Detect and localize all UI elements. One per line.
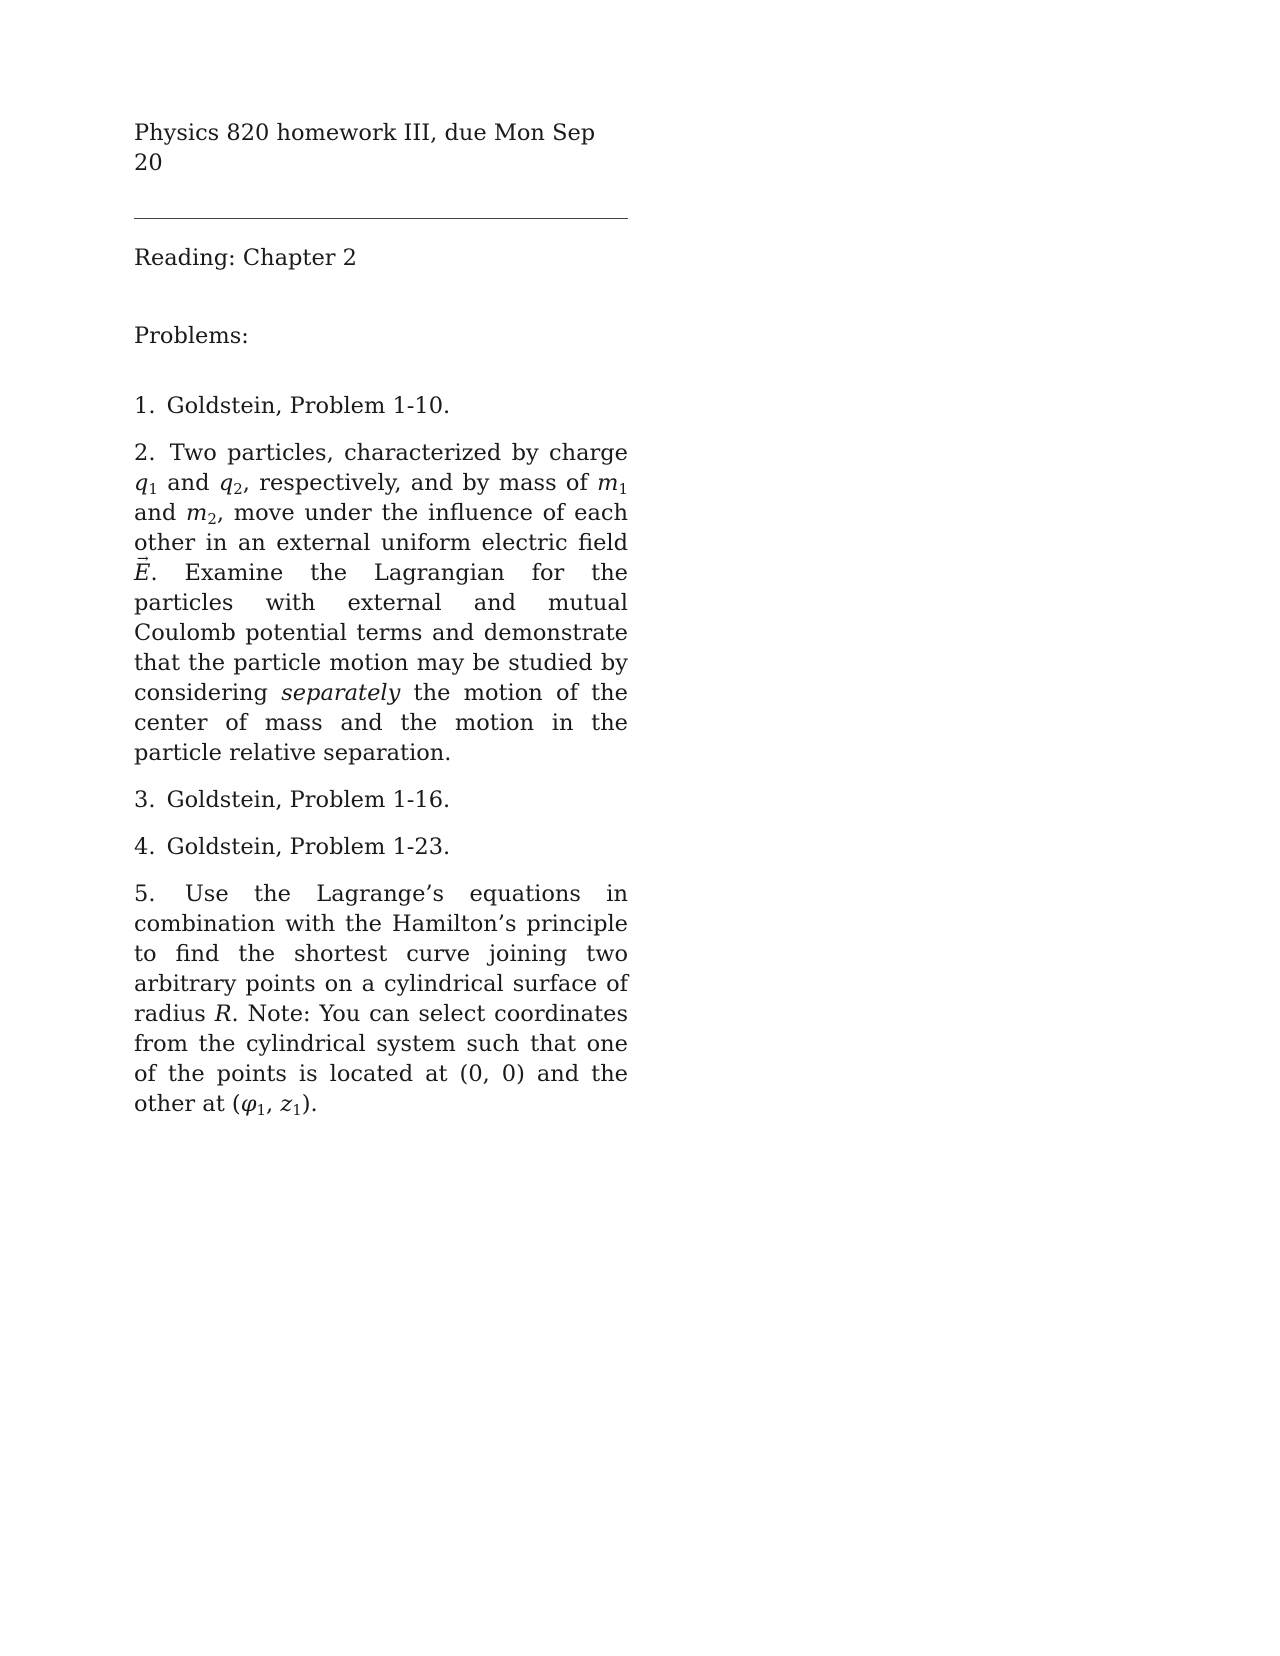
problem-2 <box>134 438 628 768</box>
emphasis-separately: separately <box>281 680 401 706</box>
problem-number: 1. <box>134 393 156 419</box>
electric-field-vector: → E <box>134 558 150 588</box>
problem-number: 4. <box>134 834 156 860</box>
problem-text: Use the Lagrange’s equations in combination with the Hamilton’s principle to find the shortest curve joining two arbitrary points on a cylindrical surface of radius R. Note: You can select coordinates from the cylindrical system such that one of the points is located at (0, 0) and the other at ($\varphi_1$, $z_1$). <box>134 881 628 1119</box>
mass-m1: $m_1$ <box>597 470 628 498</box>
radius-R: R <box>214 1001 232 1027</box>
problems-heading: Problems: <box>134 323 249 349</box>
problem-text: Goldstein, Problem 1-10. <box>166 393 451 419</box>
problem-number: 2. <box>134 440 156 466</box>
reading-assignment: Reading: Chapter 2 <box>134 245 358 271</box>
charge-q1: $q_1$ <box>134 470 158 498</box>
problem-text: Goldstein, Problem 1-16. <box>166 787 451 813</box>
problem-5 <box>134 879 628 1119</box>
page-title: Physics 820 homework III, due Mon Sep 20 <box>134 120 596 176</box>
problem-number: 3. <box>134 787 156 813</box>
problem-text: Two particles, characterized by charge $q_1$ and $q_2$, respectively, and by mass of $m_1$ and $m_2$, move under the influence of each other in an external uniform electric field → E. Examine the Lagrangian for the particles with external and mutual Coulomb potential terms and demonstrate that the particle motion may be studied by considering separately the motion of the center of mass and the motion in the particle relative separation. <box>134 440 628 766</box>
problem-3 <box>134 785 628 815</box>
coord-z1: $z_1$ <box>280 1091 302 1119</box>
problem-list <box>134 391 628 1119</box>
charge-q2: $q_2$ <box>218 470 243 498</box>
mass-m2: $m_2$ <box>186 500 217 528</box>
problem-number: 5. <box>134 881 156 907</box>
homework-sheet <box>134 118 628 1136</box>
title-divider <box>134 218 628 219</box>
coord-phi1: $\varphi_1$ <box>240 1091 267 1119</box>
problem-text: Goldstein, Problem 1-23. <box>166 834 451 860</box>
problem-1 <box>134 391 628 421</box>
problem-4 <box>134 832 628 862</box>
